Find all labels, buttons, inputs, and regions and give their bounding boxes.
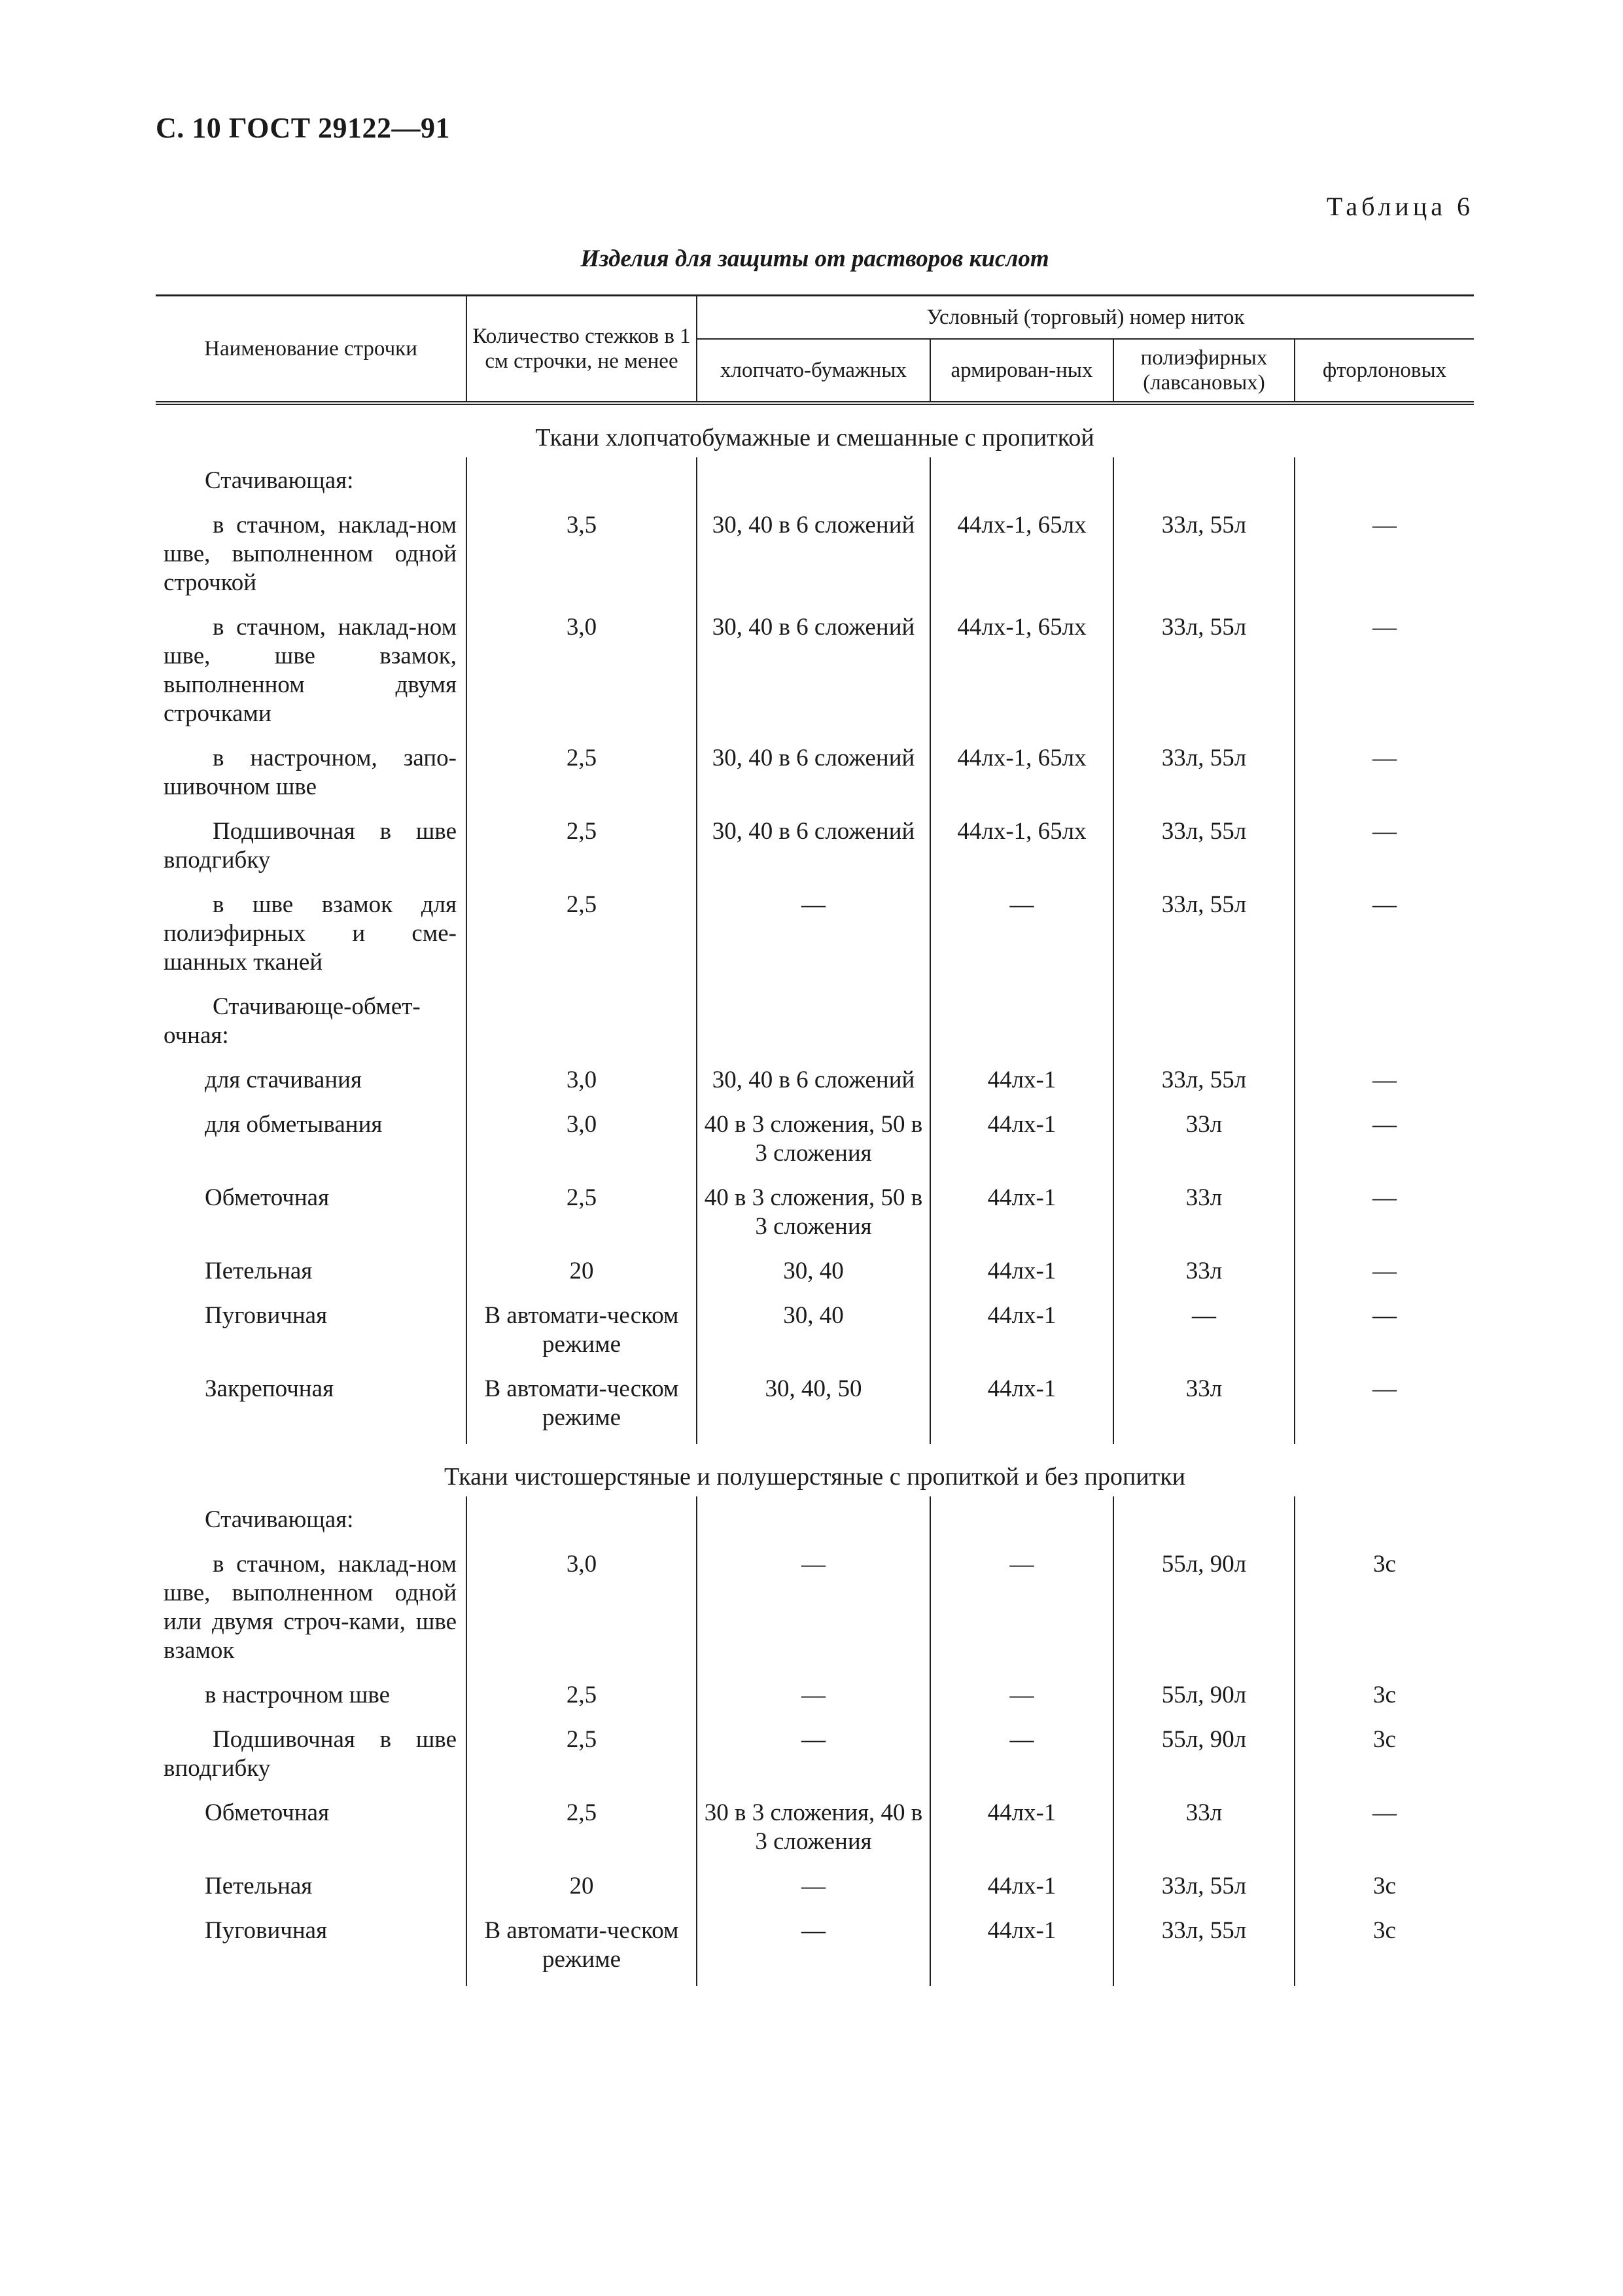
table-body — [156, 403, 1474, 1986]
cell-cotton: 30, 40 в 6 сложений — [697, 495, 930, 597]
cell-ftorlon: 3с — [1295, 1665, 1474, 1710]
cell-armored: — — [930, 1534, 1113, 1665]
cell-cotton: — — [697, 1665, 930, 1710]
table-row — [156, 802, 1474, 875]
cell-cotton: — — [697, 1534, 930, 1665]
table-row — [156, 1665, 1474, 1710]
cell-stitches: 2,5 — [466, 875, 697, 977]
cell-ftorlon: — — [1295, 495, 1474, 597]
thread-table — [156, 294, 1474, 1986]
cell-polyester: 55л, 90л — [1113, 1534, 1295, 1665]
cell-ftorlon: — — [1295, 728, 1474, 802]
cell-ftorlon — [1295, 1496, 1474, 1534]
section-title-row — [156, 403, 1474, 457]
cell-polyester: 33л, 55л — [1113, 728, 1295, 802]
cell-polyester: 33л — [1113, 1095, 1295, 1168]
cell-armored: — — [930, 1665, 1113, 1710]
cell-polyester: 33л — [1113, 1241, 1295, 1286]
cell-stitches: 2,5 — [466, 1665, 697, 1710]
cell-armored: 44лх-1, 65лх — [930, 728, 1113, 802]
table-row — [156, 1241, 1474, 1286]
cell-armored — [930, 1496, 1113, 1534]
cell-ftorlon: — — [1295, 1095, 1474, 1168]
cell-cotton — [697, 457, 930, 495]
cell-armored: 44лх-1 — [930, 1286, 1113, 1359]
cell-polyester: 33л — [1113, 1168, 1295, 1241]
section-title: Ткани чистошерстяные и полушерстяные с пропиткой и без пропитки — [444, 1463, 1186, 1491]
cell-polyester: 33л, 55л — [1113, 875, 1295, 977]
spacer-cell — [1295, 1974, 1474, 1986]
cell-name: в стачном, наклад-ном шве, выполненном одной строчкой — [164, 512, 457, 596]
cell-ftorlon: — — [1295, 1241, 1474, 1286]
cell-stitches: В автомати-ческом режиме — [466, 1901, 697, 1974]
table-row — [156, 1534, 1474, 1665]
cell-armored: 44лх-1, 65лх — [930, 597, 1113, 728]
cell-ftorlon: — — [1295, 1050, 1474, 1095]
cell-name: Пуговичная — [205, 1302, 328, 1329]
cell-name: в шве взамок для полиэфирных и сме-шанных тканей — [164, 891, 457, 976]
cell-stitches: 3,0 — [466, 597, 697, 728]
cell-ftorlon: 3с — [1295, 1534, 1474, 1665]
cell-stitches: 20 — [466, 1856, 697, 1901]
cell-name: Обметочная — [205, 1184, 330, 1211]
spacer-cell — [697, 1974, 930, 1986]
table-caption: Изделия для защиты от растворов кислот — [580, 245, 1049, 272]
cell-stitches — [466, 457, 697, 495]
table-row — [156, 1710, 1474, 1783]
cell-armored: 44лх-1, 65лх — [930, 495, 1113, 597]
cell-polyester: 33л — [1113, 1359, 1295, 1432]
spacer-cell — [466, 1974, 697, 1986]
cell-name: в настрочном шве — [205, 1682, 391, 1708]
table-number: Таблица 6 — [1326, 192, 1474, 221]
spacer-cell — [156, 1974, 466, 1986]
cell-stitches — [466, 1496, 697, 1534]
cell-polyester: 33л, 55л — [1113, 802, 1295, 875]
table-row — [156, 1095, 1474, 1168]
cell-name: Петельная — [205, 1873, 313, 1899]
cell-armored: 44лх-1 — [930, 1901, 1113, 1974]
spacer-cell — [1113, 1974, 1295, 1986]
cell-stitches: 3,5 — [466, 495, 697, 597]
cell-name: для обметывания — [205, 1111, 383, 1138]
table-row — [156, 457, 1474, 495]
cell-name: в стачном, наклад-ном шве, выполненном одной или двумя строч-ками, шве взамок — [164, 1551, 457, 1664]
cell-stitches: В автомати-ческом режиме — [466, 1286, 697, 1359]
cell-cotton: 30, 40 в 6 сложений — [697, 597, 930, 728]
cell-stitches: 2,5 — [466, 1710, 697, 1783]
cell-polyester: 33л, 55л — [1113, 495, 1295, 597]
cell-name: в настрочном, запо-шивочном шве — [164, 745, 457, 800]
cell-armored: 44лх-1 — [930, 1095, 1113, 1168]
table-row — [156, 1286, 1474, 1359]
cell-stitches: 3,0 — [466, 1095, 697, 1168]
cell-armored: 44лх-1 — [930, 1241, 1113, 1286]
cell-polyester: — — [1113, 1286, 1295, 1359]
cell-stitches — [466, 977, 697, 1050]
table-row — [156, 1359, 1474, 1432]
cell-polyester — [1113, 1496, 1295, 1534]
cell-armored: 44лх-1 — [930, 1168, 1113, 1241]
cell-polyester: 33л, 55л — [1113, 597, 1295, 728]
cell-cotton: — — [697, 1710, 930, 1783]
table-row — [156, 1496, 1474, 1534]
table-row — [156, 495, 1474, 597]
cell-cotton: 30, 40, 50 — [697, 1359, 930, 1432]
cell-armored — [930, 457, 1113, 495]
table-row — [156, 875, 1474, 977]
cell-cotton: 30, 40 — [697, 1286, 930, 1359]
cell-armored: 44лх-1 — [930, 1783, 1113, 1856]
col-header-threads-group: Условный (торговый) номер ниток — [697, 296, 1474, 340]
cell-polyester: 33л, 55л — [1113, 1901, 1295, 1974]
col-header-armored: армирован-ных — [930, 339, 1113, 403]
cell-polyester — [1113, 977, 1295, 1050]
cell-polyester: 55л, 90л — [1113, 1710, 1295, 1783]
spacer-cell — [466, 1432, 697, 1444]
cell-cotton: 40 в 3 сложения, 50 в 3 сложения — [697, 1168, 930, 1241]
cell-armored: — — [930, 1710, 1113, 1783]
table-row — [156, 1901, 1474, 1974]
cell-name: Подшивочная в шве вподгибку — [164, 1726, 457, 1782]
cell-cotton: — — [697, 875, 930, 977]
cell-stitches: 2,5 — [466, 1783, 697, 1856]
table-row — [156, 1856, 1474, 1901]
cell-armored: 44лх-1 — [930, 1856, 1113, 1901]
table-row — [156, 977, 1474, 1050]
cell-polyester: 33л, 55л — [1113, 1856, 1295, 1901]
spacer-cell — [1295, 1432, 1474, 1444]
cell-name: для стачивания — [205, 1067, 362, 1093]
cell-name: Обметочная — [205, 1799, 330, 1826]
col-header-polyester: полиэфирных (лавсановых) — [1113, 339, 1295, 403]
cell-name: Стачивающая: — [205, 467, 354, 494]
cell-armored: 44лх-1, 65лх — [930, 802, 1113, 875]
cell-name: Пуговичная — [205, 1917, 328, 1944]
cell-polyester: 33л — [1113, 1783, 1295, 1856]
cell-polyester — [1113, 457, 1295, 495]
cell-ftorlon: — — [1295, 802, 1474, 875]
page-header: С. 10 ГОСТ 29122—91 — [156, 112, 451, 144]
cell-ftorlon — [1295, 457, 1474, 495]
col-header-cotton: хлопчато-бумажных — [697, 339, 930, 403]
spacer-cell — [930, 1974, 1113, 1986]
section-spacer — [156, 1974, 1474, 1986]
spacer-cell — [156, 1432, 466, 1444]
cell-ftorlon: — — [1295, 875, 1474, 977]
cell-name: Подшивочная в шве вподгибку — [164, 818, 457, 874]
cell-ftorlon: 3с — [1295, 1710, 1474, 1783]
cell-polyester: 33л, 55л — [1113, 1050, 1295, 1095]
cell-cotton: 30, 40 — [697, 1241, 930, 1286]
cell-cotton: 30, 40 в 6 сложений — [697, 728, 930, 802]
cell-polyester: 55л, 90л — [1113, 1665, 1295, 1710]
cell-cotton: 30 в 3 сложения, 40 в 3 сложения — [697, 1783, 930, 1856]
cell-armored: — — [930, 875, 1113, 977]
spacer-cell — [697, 1432, 930, 1444]
cell-ftorlon — [1295, 977, 1474, 1050]
col-header-stitches: Количество стежков в 1 см строчки, не менее — [466, 296, 697, 404]
cell-name: Закрепочная — [205, 1375, 334, 1402]
table-head — [156, 296, 1474, 404]
cell-armored: 44лх-1 — [930, 1359, 1113, 1432]
cell-cotton: — — [697, 1856, 930, 1901]
cell-cotton — [697, 1496, 930, 1534]
cell-ftorlon: — — [1295, 1168, 1474, 1241]
cell-armored — [930, 977, 1113, 1050]
cell-ftorlon: 3с — [1295, 1856, 1474, 1901]
cell-stitches: В автомати-ческом режиме — [466, 1359, 697, 1432]
cell-stitches: 3,0 — [466, 1050, 697, 1095]
table-row — [156, 728, 1474, 802]
spacer-cell — [1113, 1432, 1295, 1444]
cell-stitches: 3,0 — [466, 1534, 697, 1665]
cell-cotton: — — [697, 1901, 930, 1974]
cell-stitches: 2,5 — [466, 1168, 697, 1241]
cell-stitches: 2,5 — [466, 802, 697, 875]
section-spacer — [156, 1432, 1474, 1444]
cell-name: Стачивающая: — [205, 1506, 354, 1533]
cell-name: Стачивающе-обмет-очная: — [164, 993, 421, 1049]
col-header-ftorlon: фторлоновых — [1295, 339, 1474, 403]
cell-cotton: 30, 40 в 6 сложений — [697, 802, 930, 875]
cell-cotton — [697, 977, 930, 1050]
section-title: Ткани хлопчатобумажные и смешанные с пропиткой — [535, 424, 1094, 451]
table-row — [156, 1783, 1474, 1856]
cell-ftorlon: — — [1295, 1286, 1474, 1359]
table-row — [156, 597, 1474, 728]
spacer-cell — [930, 1432, 1113, 1444]
cell-ftorlon: — — [1295, 597, 1474, 728]
cell-name: Петельная — [205, 1258, 313, 1284]
cell-ftorlon: 3с — [1295, 1901, 1474, 1974]
cell-ftorlon: — — [1295, 1783, 1474, 1856]
cell-ftorlon: — — [1295, 1359, 1474, 1432]
col-header-name: Наименование строчки — [156, 296, 466, 404]
cell-armored: 44лх-1 — [930, 1050, 1113, 1095]
section-title-row — [156, 1444, 1474, 1496]
table-row — [156, 1168, 1474, 1241]
table-row — [156, 1050, 1474, 1095]
cell-cotton: 40 в 3 сложения, 50 в 3 сложения — [697, 1095, 930, 1168]
cell-stitches: 20 — [466, 1241, 697, 1286]
cell-name: в стачном, наклад-ном шве, шве взамок, выполненном двумя строчками — [164, 614, 457, 727]
cell-cotton: 30, 40 в 6 сложений — [697, 1050, 930, 1095]
cell-stitches: 2,5 — [466, 728, 697, 802]
